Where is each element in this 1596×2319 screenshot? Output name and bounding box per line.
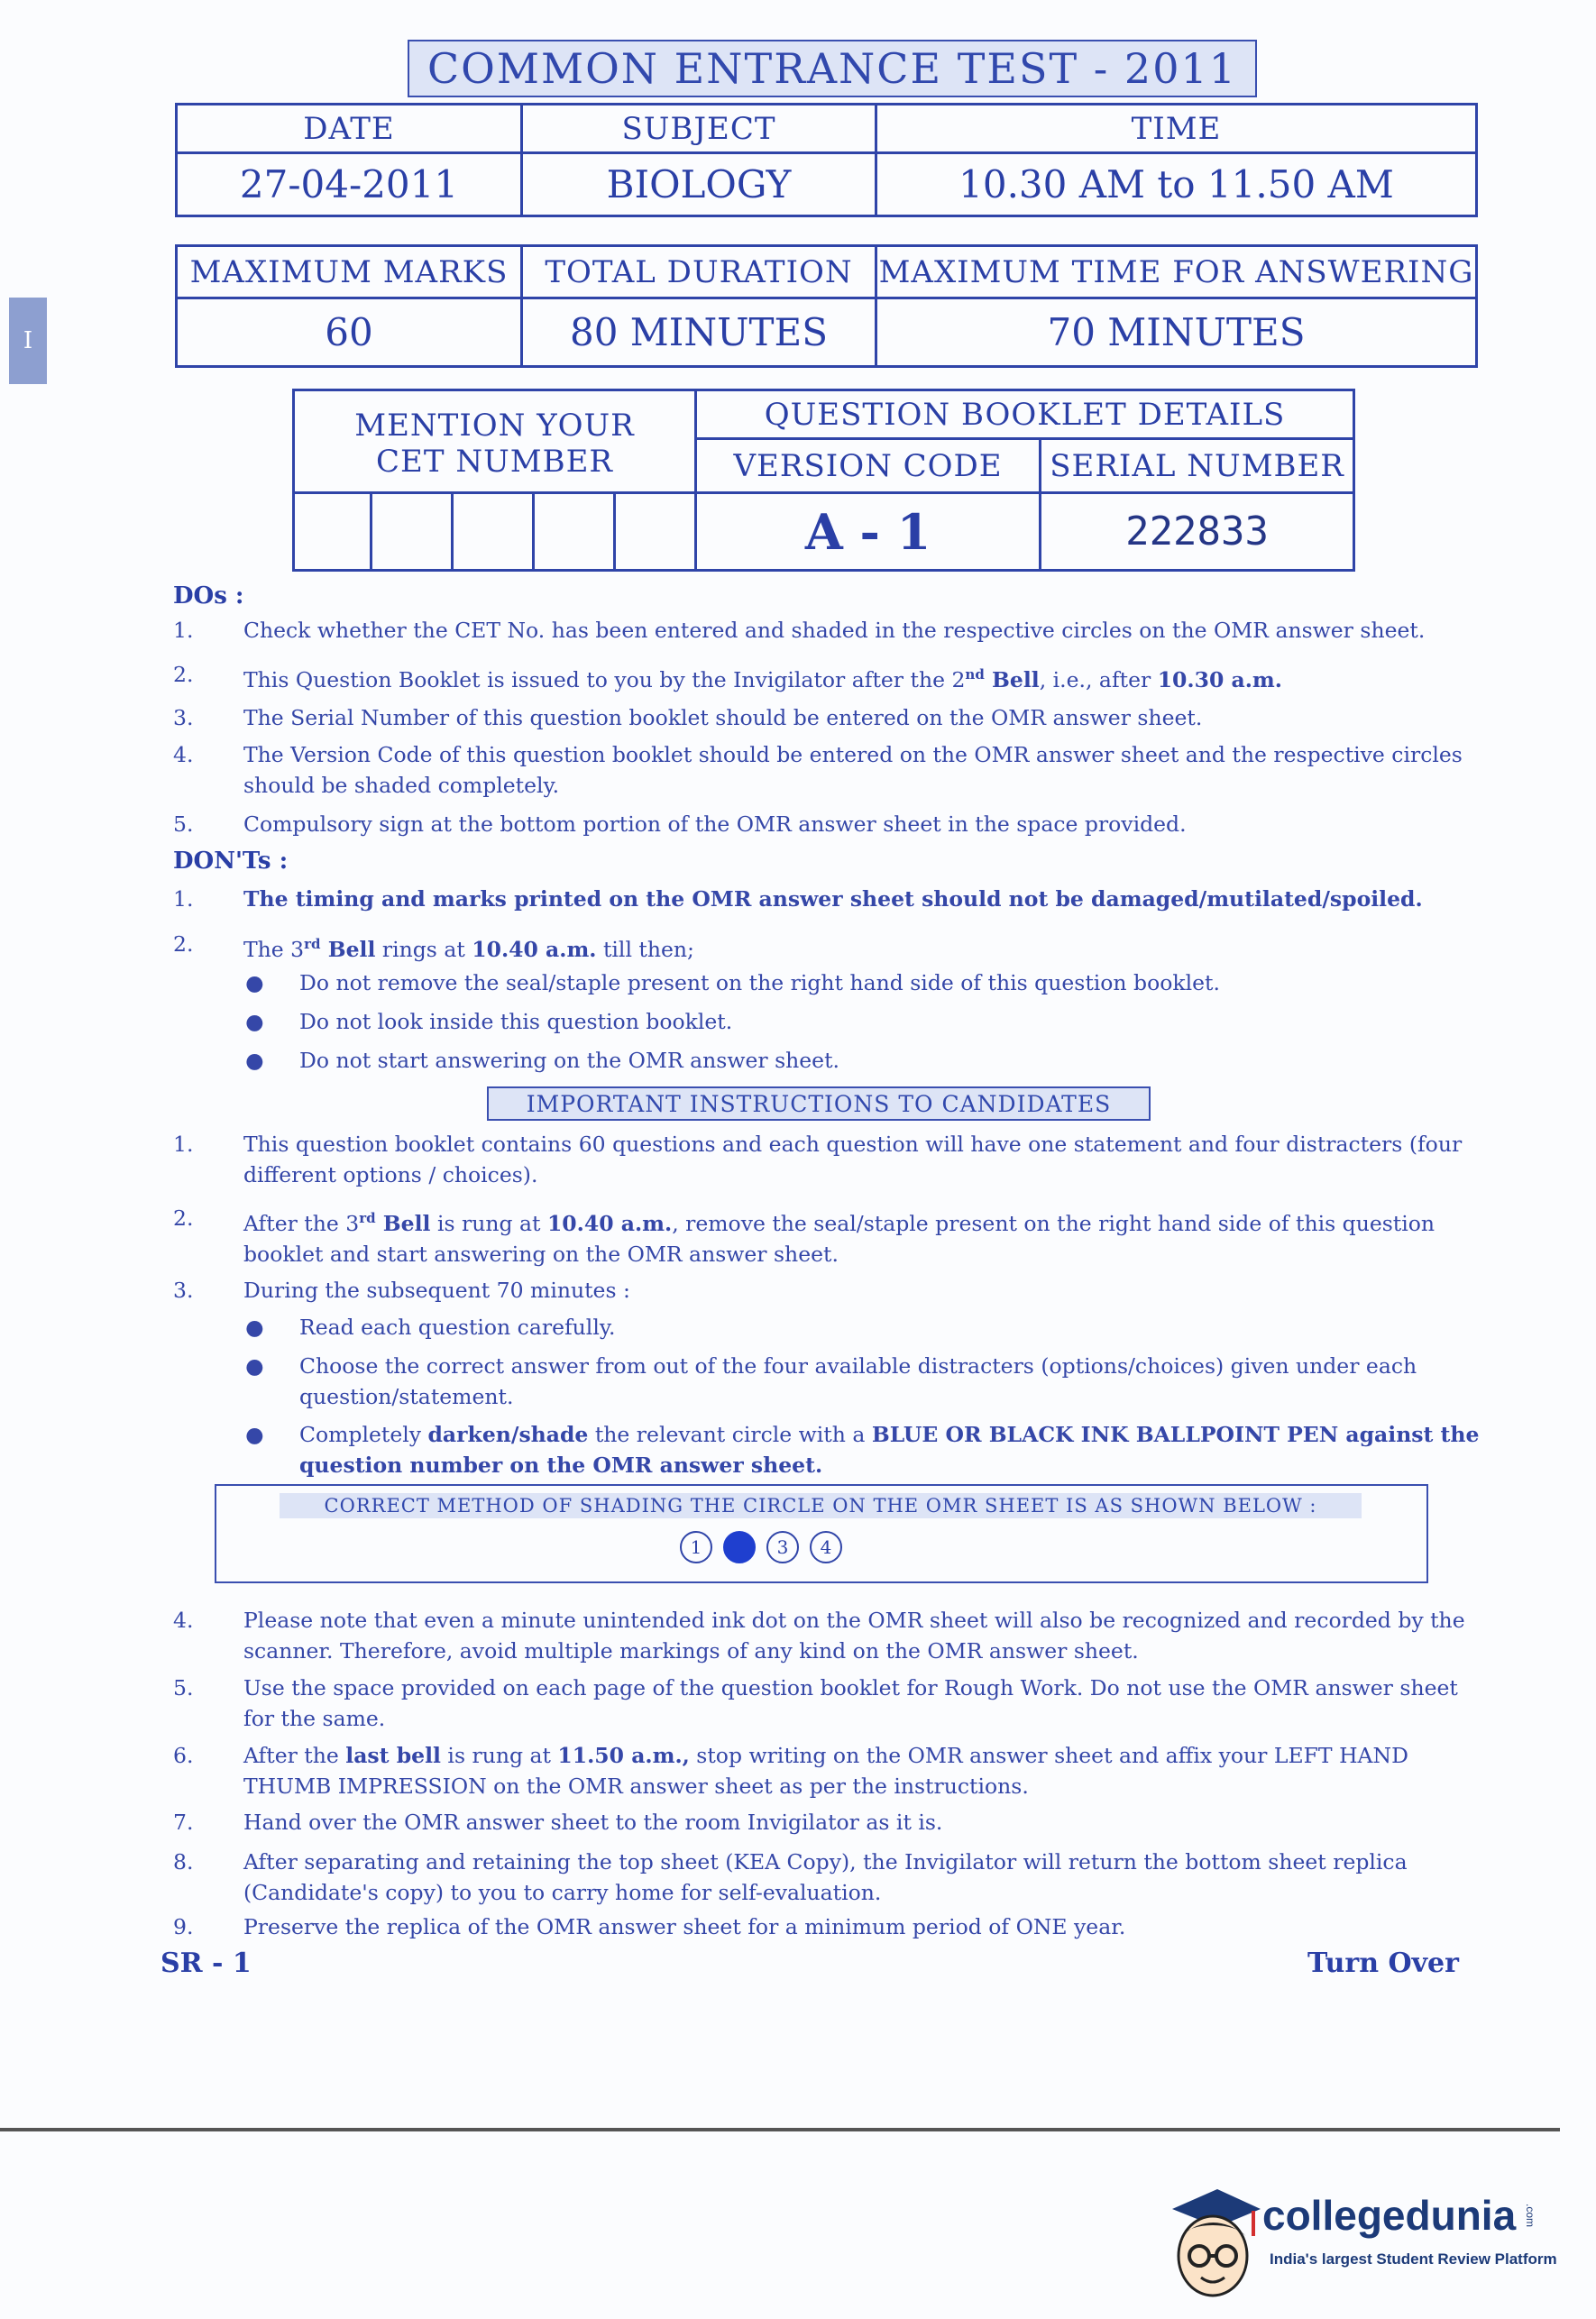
item-text: This question booklet contains 60 questions and each question will have one statement and four distracters (four different options / choices). <box>243 1132 1463 1187</box>
subject-value: BIOLOGY <box>522 153 876 216</box>
answering-value: 70 MINUTES <box>876 298 1477 367</box>
item-text: After the last bell is rung at 11.50 a.m., stop writing on the OMR answer sheet and affix your LEFT HAND THUMB IMPRESSION on the OMR answer sheet as per the instructions. <box>243 1743 1408 1799</box>
bullet-dot: ● <box>245 970 264 995</box>
item-number: 1. <box>173 618 194 643</box>
shading-example-box <box>215 1484 1428 1583</box>
duration-label: TOTAL DURATION <box>522 246 876 298</box>
item-text: The timing and marks printed on the OMR answer sheet should not be damaged/mutilated/spoiled. <box>243 886 1423 912</box>
answering-label: MAXIMUM TIME FOR ANSWERING <box>876 246 1477 298</box>
important-instructions-banner: IMPORTANT INSTRUCTIONS TO CANDIDATES <box>487 1086 1151 1121</box>
duration-value: 80 MINUTES <box>522 298 876 367</box>
exam-info-table <box>175 103 1478 217</box>
max-marks-value: 60 <box>177 298 522 367</box>
bullet-dot: ● <box>245 1315 264 1340</box>
cet-digit-box[interactable] <box>294 493 371 571</box>
version-code-value: A - 1 <box>696 493 1041 571</box>
cet-digit-box[interactable] <box>453 493 534 571</box>
item-text: During the subsequent 70 minutes : <box>243 1278 630 1303</box>
date-label: DATE <box>177 105 522 153</box>
item-number: 6. <box>173 1743 194 1768</box>
side-mark: I <box>9 298 47 384</box>
version-code-label: VERSION CODE <box>696 439 1041 493</box>
item-number: 2. <box>173 931 194 957</box>
omr-bubble-3: 3 <box>766 1531 799 1563</box>
page-code: SR - 1 <box>161 1948 252 1979</box>
booklet-details-table <box>292 389 1355 572</box>
bullet-text: Read each question carefully. <box>299 1315 616 1340</box>
turn-over-label: Turn Over <box>1307 1948 1459 1979</box>
item-text: After separating and retaining the top sheet (KEA Copy), the Invigilator will return the bottom sheet replica (Candidate's copy) to you to carry home for self-evaluation. <box>243 1849 1408 1905</box>
logo-tagline: India's largest Student Review Platform <box>1270 2250 1557 2268</box>
exam-duration-table <box>175 244 1478 368</box>
item-number: 2. <box>173 662 194 687</box>
page-bottom-rule <box>0 2128 1560 2131</box>
collegedunia-logo[interactable] <box>1163 2173 1560 2308</box>
omr-bubble-1: 1 <box>680 1531 712 1563</box>
item-number: 7. <box>173 1810 194 1835</box>
item-number: 9. <box>173 1914 194 1939</box>
time-value: 10.30 AM to 11.50 AM <box>876 153 1477 216</box>
logo-tld: .com <box>1524 2204 1536 2228</box>
bullet-dot: ● <box>245 1353 264 1379</box>
item-number: 2. <box>173 1205 194 1231</box>
logo-name: collegedunia <box>1262 2192 1517 2239</box>
item-text: Use the space provided on each page of the question booklet for Rough Work. Do not use the OMR answer sheet for the same. <box>243 1675 1458 1731</box>
item-text: The 3rd Bell rings at 10.40 a.m. till then; <box>243 936 694 962</box>
item-text: Compulsory sign at the bottom portion of the OMR answer sheet in the space provided. <box>243 811 1187 837</box>
serial-number-label: SERIAL NUMBER <box>1041 439 1354 493</box>
donts-heading: DON'Ts : <box>173 848 289 875</box>
omr-bubble-filled <box>723 1531 756 1563</box>
cet-digit-box[interactable] <box>371 493 453 571</box>
subject-label: SUBJECT <box>522 105 876 153</box>
omr-bubble-4: 4 <box>810 1531 842 1563</box>
bullet-text: Completely darken/shade the relevant circle with a BLUE OR BLACK INK BALLPOINT PEN against the question number on the OMR answer sheet. <box>299 1422 1480 1478</box>
item-text: This Question Booklet is issued to you by the Invigilator after the 2nd Bell, i.e., after 10.30 a.m. <box>243 666 1282 692</box>
item-text: Hand over the OMR answer sheet to the room Invigilator as it is. <box>243 1810 943 1835</box>
item-number: 5. <box>173 811 194 837</box>
bullet-dot: ● <box>245 1422 264 1447</box>
bullet-text: Do not start answering on the OMR answer sheet. <box>299 1048 839 1073</box>
serial-number-value: 222833 <box>1041 493 1354 571</box>
cet-digit-box[interactable] <box>615 493 696 571</box>
item-number: 4. <box>173 1608 194 1633</box>
item-text: After the 3rd Bell is rung at 10.40 a.m., remove the seal/staple present on the right hand side of this question booklet and start answering on the OMR answer sheet. <box>243 1210 1435 1267</box>
bullet-text: Do not look inside this question booklet. <box>299 1009 733 1034</box>
booklet-details-label: QUESTION BOOKLET DETAILS <box>696 390 1354 439</box>
item-number: 8. <box>173 1849 194 1874</box>
cet-digit-box[interactable] <box>534 493 615 571</box>
bullet-text: Choose the correct answer from out of the four available distracters (options/choices) given under each question/statement. <box>299 1353 1417 1409</box>
item-number: 1. <box>173 886 194 912</box>
shading-caption: CORRECT METHOD OF SHADING THE CIRCLE ON THE OMR SHEET IS AS SHOWN BELOW : <box>280 1493 1362 1518</box>
cet-number-label <box>294 390 696 493</box>
dos-heading: DOs : <box>173 582 244 610</box>
item-text: Check whether the CET No. has been entered and shaded in the respective circles on the OMR answer sheet. <box>243 618 1426 643</box>
item-number: 5. <box>173 1675 194 1700</box>
bullet-dot: ● <box>245 1009 264 1034</box>
bullet-dot: ● <box>245 1048 264 1073</box>
item-number: 4. <box>173 742 194 767</box>
item-number: 3. <box>173 705 194 730</box>
item-number: 1. <box>173 1132 194 1157</box>
cet-label-line2: CET NUMBER <box>376 443 613 480</box>
time-label: TIME <box>876 105 1477 153</box>
item-text: Please note that even a minute unintended ink dot on the OMR sheet will also be recognized and recorded by the scanner. Therefore, avoid multiple markings of any kind on the OMR answer sheet. <box>243 1608 1465 1664</box>
max-marks-label: MAXIMUM MARKS <box>177 246 522 298</box>
item-text: The Version Code of this question booklet should be entered on the OMR answer sheet and the respective circles should be shaded completely. <box>243 742 1463 798</box>
cet-label-line1: MENTION YOUR <box>354 407 635 444</box>
item-text: Preserve the replica of the OMR answer sheet for a minimum period of ONE year. <box>243 1914 1126 1939</box>
item-number: 3. <box>173 1278 194 1303</box>
date-value: 27-04-2011 <box>177 153 522 216</box>
bullet-text: Do not remove the seal/staple present on the right hand side of this question booklet. <box>299 970 1220 995</box>
item-text: The Serial Number of this question booklet should be entered on the OMR answer sheet. <box>243 705 1203 730</box>
mascot-icon <box>1163 2173 1262 2308</box>
title-banner: COMMON ENTRANCE TEST - 2011 <box>408 40 1257 97</box>
